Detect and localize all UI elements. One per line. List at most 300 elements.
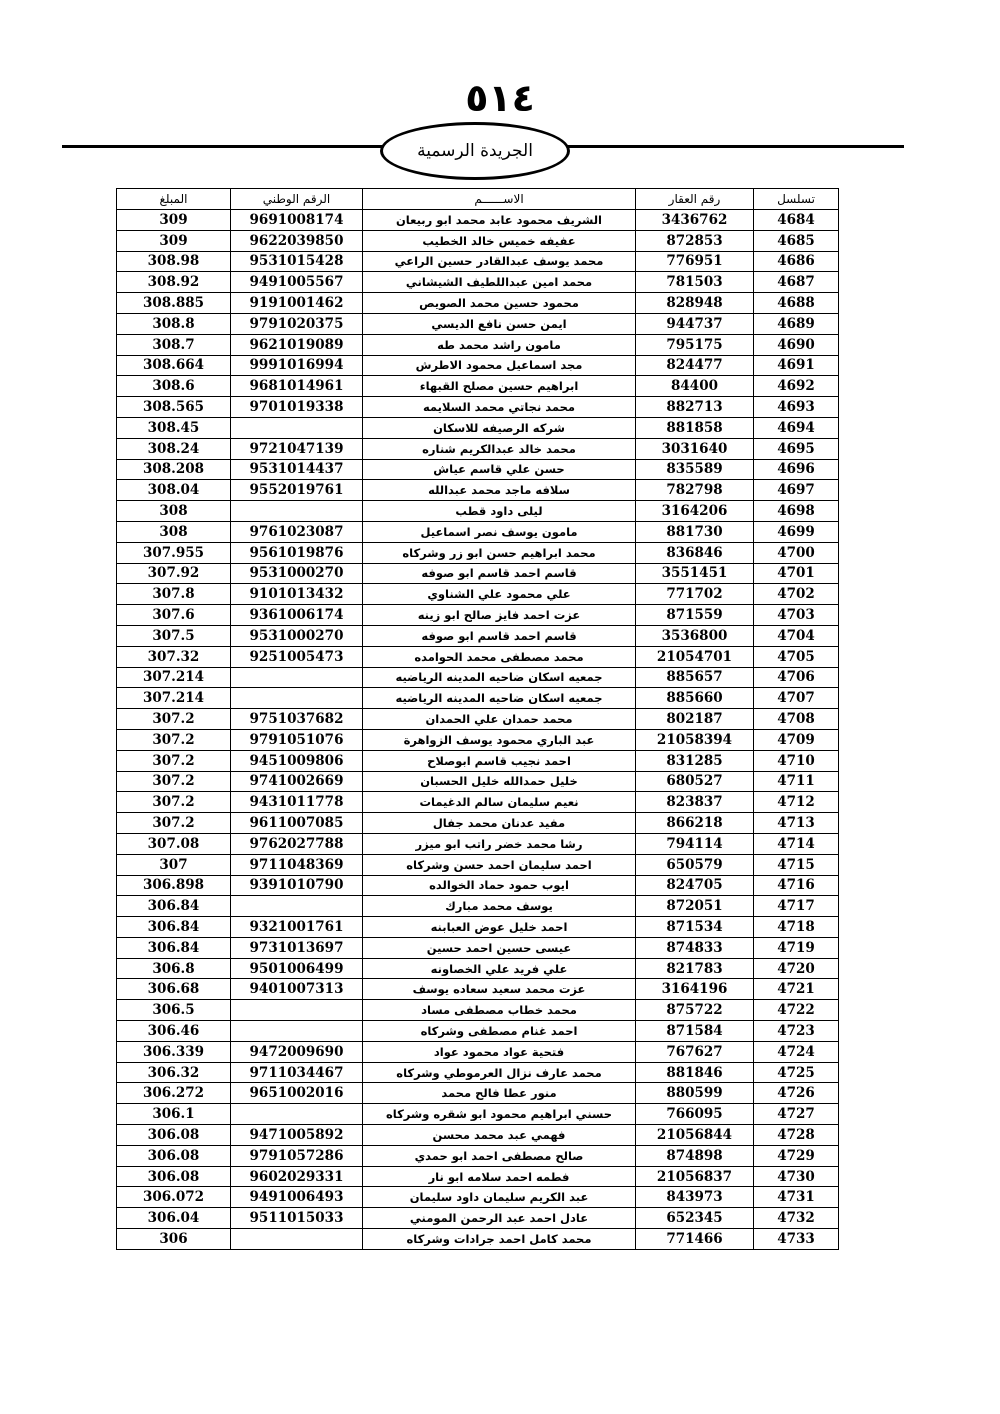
cell-property-no: 3164206 <box>636 501 754 522</box>
table-row <box>117 210 839 231</box>
cell-name: ليلى داود قطب <box>363 501 636 522</box>
cell-national-id: 9711034467 <box>231 1062 363 1083</box>
cell-property-no: 3164196 <box>636 979 754 1000</box>
cell-name: علي محمود علي الشناوي <box>363 584 636 605</box>
cell-property-no: 828948 <box>636 293 754 314</box>
cell-name: رشا محمد خضر راتب ابو ميزر <box>363 833 636 854</box>
header-name: الاســــــم <box>363 189 636 210</box>
table-row <box>117 521 839 542</box>
cell-serial: 4720 <box>754 958 839 979</box>
cell-serial: 4713 <box>754 813 839 834</box>
cell-amount: 306 <box>117 1229 231 1250</box>
cell-name: محمود حسين محمد الصويص <box>363 293 636 314</box>
cell-name: محمد يوسف عبدالقادر حسين الراعي <box>363 251 636 272</box>
cell-name: منور عطا فالح محمد <box>363 1083 636 1104</box>
cell-name: محمد عارف نزال العرموطي وشركاه <box>363 1062 636 1083</box>
cell-serial: 4729 <box>754 1145 839 1166</box>
table-row <box>117 459 839 480</box>
cell-property-no: 881846 <box>636 1062 754 1083</box>
cell-name: محمد كامل احمد جرادات وشركاه <box>363 1229 636 1250</box>
cell-national-id: 9701019338 <box>231 397 363 418</box>
cell-national-id: 9491005567 <box>231 272 363 293</box>
table-row <box>117 1062 839 1083</box>
table-row <box>117 1021 839 1042</box>
table-row <box>117 771 839 792</box>
cell-serial: 4704 <box>754 625 839 646</box>
cell-property-no: 871534 <box>636 917 754 938</box>
cell-property-no: 874898 <box>636 1145 754 1166</box>
cell-serial: 4711 <box>754 771 839 792</box>
cell-amount: 307.2 <box>117 750 231 771</box>
cell-national-id: 9552019761 <box>231 480 363 501</box>
cell-serial: 4700 <box>754 542 839 563</box>
header-serial: تسلسل <box>754 189 839 210</box>
cell-name: نعيم سليمان سالم الدغيمات <box>363 792 636 813</box>
cell-name: مامون راشد محمد طه <box>363 334 636 355</box>
cell-property-no: 885657 <box>636 667 754 688</box>
cell-national-id: 9741002669 <box>231 771 363 792</box>
cell-name: عزت محمد سعيد سعاده يوسف <box>363 979 636 1000</box>
cell-national-id <box>231 1000 363 1021</box>
cell-serial: 4691 <box>754 355 839 376</box>
cell-serial: 4730 <box>754 1166 839 1187</box>
cell-property-no: 821783 <box>636 958 754 979</box>
cell-amount: 308.7 <box>117 334 231 355</box>
cell-amount: 308.45 <box>117 417 231 438</box>
table-row <box>117 854 839 875</box>
cell-amount: 306.32 <box>117 1062 231 1083</box>
cell-property-no: 771702 <box>636 584 754 605</box>
cell-national-id: 9681014961 <box>231 376 363 397</box>
cell-serial: 4722 <box>754 1000 839 1021</box>
cell-national-id <box>231 1229 363 1250</box>
table-row <box>117 334 839 355</box>
cell-name: مامون يوسف نصر اسماعيل <box>363 521 636 542</box>
cell-property-no: 3436762 <box>636 210 754 231</box>
cell-name: الشريف محمود عابد محمد ابو ربيعان <box>363 210 636 231</box>
cell-property-no: 21056844 <box>636 1125 754 1146</box>
header-property-no: رقم العقار <box>636 189 754 210</box>
cell-property-no: 944737 <box>636 313 754 334</box>
cell-national-id: 9501006499 <box>231 958 363 979</box>
cell-amount: 306.339 <box>117 1041 231 1062</box>
cell-amount: 309 <box>117 210 231 231</box>
cell-amount: 309 <box>117 230 231 251</box>
cell-name: محمد حمدان علي الحمدان <box>363 709 636 730</box>
cell-serial: 4701 <box>754 563 839 584</box>
cell-name: صالح مصطفى احمد ابو حمدي <box>363 1145 636 1166</box>
cell-amount: 308.24 <box>117 438 231 459</box>
table-row <box>117 542 839 563</box>
cell-serial: 4692 <box>754 376 839 397</box>
cell-serial: 4719 <box>754 937 839 958</box>
cell-amount: 307.5 <box>117 625 231 646</box>
cell-amount: 308.8 <box>117 313 231 334</box>
table-row <box>117 1125 839 1146</box>
cell-property-no: 871584 <box>636 1021 754 1042</box>
cell-property-no: 767627 <box>636 1041 754 1062</box>
cell-property-no: 652345 <box>636 1208 754 1229</box>
cell-amount: 308 <box>117 521 231 542</box>
cell-amount: 308.6 <box>117 376 231 397</box>
cell-national-id: 9761023087 <box>231 521 363 542</box>
cell-national-id: 9621019089 <box>231 334 363 355</box>
cell-amount: 308.92 <box>117 272 231 293</box>
table-row <box>117 272 839 293</box>
cell-serial: 4728 <box>754 1125 839 1146</box>
table-row <box>117 376 839 397</box>
cell-amount: 308.98 <box>117 251 231 272</box>
cell-national-id: 9622039850 <box>231 230 363 251</box>
cell-amount: 306.8 <box>117 958 231 979</box>
cell-serial: 4731 <box>754 1187 839 1208</box>
table-row <box>117 1145 839 1166</box>
cell-name: حسن علي قاسم عياش <box>363 459 636 480</box>
cell-name: خليل حمدالله خليل الحسبان <box>363 771 636 792</box>
table-row <box>117 501 839 522</box>
cell-property-no: 3031640 <box>636 438 754 459</box>
cell-amount: 307.32 <box>117 646 231 667</box>
cell-national-id: 9651002016 <box>231 1083 363 1104</box>
cell-national-id: 9721047139 <box>231 438 363 459</box>
cell-amount: 307.92 <box>117 563 231 584</box>
table-row <box>117 1229 839 1250</box>
cell-amount: 306.46 <box>117 1021 231 1042</box>
cell-serial: 4725 <box>754 1062 839 1083</box>
table-row <box>117 813 839 834</box>
cell-serial: 4696 <box>754 459 839 480</box>
cell-serial: 4710 <box>754 750 839 771</box>
cell-amount: 306.272 <box>117 1083 231 1104</box>
cell-amount: 306.1 <box>117 1104 231 1125</box>
cell-national-id: 9101013432 <box>231 584 363 605</box>
cell-serial: 4706 <box>754 667 839 688</box>
table-row <box>117 792 839 813</box>
cell-serial: 4693 <box>754 397 839 418</box>
table-row <box>117 397 839 418</box>
cell-name: احمد خليل عوض العبابنه <box>363 917 636 938</box>
cell-name: محمد امين عبداللطيف الشيشاني <box>363 272 636 293</box>
cell-name: فطمه احمد سلامه ابو نار <box>363 1166 636 1187</box>
cell-property-no: 823837 <box>636 792 754 813</box>
publication-title-oval <box>380 122 570 180</box>
cell-name: محمد خالد عبدالكريم شناره <box>363 438 636 459</box>
cell-amount: 306.08 <box>117 1145 231 1166</box>
cell-serial: 4716 <box>754 875 839 896</box>
header-national-id: الرقم الوطني <box>231 189 363 210</box>
cell-property-no: 794114 <box>636 833 754 854</box>
cell-name: محمد خطاب مصطفى مساد <box>363 1000 636 1021</box>
cell-serial: 4714 <box>754 833 839 854</box>
header-amount: المبلغ <box>117 189 231 210</box>
cell-property-no: 781503 <box>636 272 754 293</box>
cell-amount: 307.2 <box>117 792 231 813</box>
table-row <box>117 833 839 854</box>
cell-serial: 4733 <box>754 1229 839 1250</box>
cell-property-no: 802187 <box>636 709 754 730</box>
cell-name: حسني ابراهيم محمود ابو شقره وشركاه <box>363 1104 636 1125</box>
table-row <box>117 750 839 771</box>
table-body <box>117 210 839 1250</box>
cell-national-id: 9791020375 <box>231 313 363 334</box>
cell-property-no: 881858 <box>636 417 754 438</box>
cell-property-no: 84400 <box>636 376 754 397</box>
cell-national-id <box>231 896 363 917</box>
cell-amount: 308.885 <box>117 293 231 314</box>
page-number: ٥١٤ <box>465 76 535 120</box>
cell-property-no: 881730 <box>636 521 754 542</box>
table-row <box>117 1187 839 1208</box>
table-row <box>117 480 839 501</box>
table-row <box>117 709 839 730</box>
cell-property-no: 21056837 <box>636 1166 754 1187</box>
cell-property-no: 831285 <box>636 750 754 771</box>
cell-name: علي فريد علي الخصاونه <box>363 958 636 979</box>
cell-national-id: 9531015428 <box>231 251 363 272</box>
table-row <box>117 1166 839 1187</box>
header-rule-left <box>62 145 384 148</box>
cell-national-id: 9991016994 <box>231 355 363 376</box>
cell-name: جمعيه اسكان ضاحيه المدينه الرياضيه <box>363 667 636 688</box>
cell-serial: 4723 <box>754 1021 839 1042</box>
cell-serial: 4702 <box>754 584 839 605</box>
cell-name: قاسم احمد قاسم ابو صوفه <box>363 625 636 646</box>
table-row <box>117 563 839 584</box>
cell-property-no: 880599 <box>636 1083 754 1104</box>
cell-property-no: 824477 <box>636 355 754 376</box>
cell-national-id <box>231 1104 363 1125</box>
cell-serial: 4697 <box>754 480 839 501</box>
cell-serial: 4685 <box>754 230 839 251</box>
cell-property-no: 824705 <box>636 875 754 896</box>
cell-amount: 308.04 <box>117 480 231 501</box>
cell-national-id: 9431011778 <box>231 792 363 813</box>
cell-amount: 306.5 <box>117 1000 231 1021</box>
cell-property-no: 872051 <box>636 896 754 917</box>
cell-amount: 306.68 <box>117 979 231 1000</box>
cell-property-no: 836846 <box>636 542 754 563</box>
cell-amount: 307.214 <box>117 667 231 688</box>
cell-national-id: 9751037682 <box>231 709 363 730</box>
table-row <box>117 958 839 979</box>
cell-amount: 308 <box>117 501 231 522</box>
cell-property-no: 795175 <box>636 334 754 355</box>
cell-name: قاسم احمد قاسم ابو صوفه <box>363 563 636 584</box>
cell-property-no: 871559 <box>636 605 754 626</box>
cell-serial: 4712 <box>754 792 839 813</box>
cell-national-id: 9611007085 <box>231 813 363 834</box>
cell-serial: 4698 <box>754 501 839 522</box>
cell-amount: 306.84 <box>117 937 231 958</box>
cell-national-id: 9471005892 <box>231 1125 363 1146</box>
cell-national-id: 9531000270 <box>231 625 363 646</box>
table-row <box>117 293 839 314</box>
cell-amount: 306.08 <box>117 1125 231 1146</box>
table-row <box>117 438 839 459</box>
cell-property-no: 885660 <box>636 688 754 709</box>
cell-national-id: 9361006174 <box>231 605 363 626</box>
cell-name: عادل احمد عبد الرحمن المومني <box>363 1208 636 1229</box>
cell-amount: 307.214 <box>117 688 231 709</box>
cell-serial: 4690 <box>754 334 839 355</box>
cell-national-id <box>231 688 363 709</box>
cell-property-no: 776951 <box>636 251 754 272</box>
cell-property-no: 843973 <box>636 1187 754 1208</box>
cell-name: عبد الكريم سليمان داود سليمان <box>363 1187 636 1208</box>
cell-national-id: 9191001462 <box>231 293 363 314</box>
cell-name: محمد مصطفى محمد الحوامده <box>363 646 636 667</box>
cell-property-no: 3551451 <box>636 563 754 584</box>
cell-national-id: 9531014437 <box>231 459 363 480</box>
table-row <box>117 230 839 251</box>
cell-name: مجد اسماعيل محمود الاطرش <box>363 355 636 376</box>
table-row <box>117 875 839 896</box>
cell-national-id: 9561019876 <box>231 542 363 563</box>
table-row <box>117 584 839 605</box>
cell-national-id: 9791051076 <box>231 729 363 750</box>
table-row <box>117 1041 839 1062</box>
cell-name: احمد نجيب قاسم ابوصلاح <box>363 750 636 771</box>
table-row <box>117 937 839 958</box>
cell-property-no: 872853 <box>636 230 754 251</box>
publication-title: الجريدة الرسمية <box>417 141 533 161</box>
cell-amount: 307.6 <box>117 605 231 626</box>
cell-property-no: 650579 <box>636 854 754 875</box>
cell-national-id: 9602029331 <box>231 1166 363 1187</box>
cell-amount: 307.8 <box>117 584 231 605</box>
cell-name: عبد الباري محمود يوسف الزواهرة <box>363 729 636 750</box>
cell-amount: 306.08 <box>117 1166 231 1187</box>
table-row <box>117 355 839 376</box>
cell-national-id: 9731013697 <box>231 937 363 958</box>
cell-amount: 306.84 <box>117 917 231 938</box>
cell-property-no: 21054701 <box>636 646 754 667</box>
cell-name: سلافه ماجد محمد عبدالله <box>363 480 636 501</box>
cell-serial: 4707 <box>754 688 839 709</box>
cell-national-id <box>231 417 363 438</box>
cell-name: ابراهيم حسين مصلح القبهاء <box>363 376 636 397</box>
cell-property-no: 766095 <box>636 1104 754 1125</box>
cell-serial: 4695 <box>754 438 839 459</box>
cell-serial: 4715 <box>754 854 839 875</box>
cell-national-id: 9451009806 <box>231 750 363 771</box>
cell-serial: 4721 <box>754 979 839 1000</box>
cell-property-no: 875722 <box>636 1000 754 1021</box>
cell-property-no: 680527 <box>636 771 754 792</box>
cell-property-no: 3536800 <box>636 625 754 646</box>
cell-serial: 4732 <box>754 1208 839 1229</box>
cell-amount: 308.208 <box>117 459 231 480</box>
cell-serial: 4699 <box>754 521 839 542</box>
cell-name: احمد سليمان احمد حسن وشركاه <box>363 854 636 875</box>
cell-name: محمد نجاتي محمد السلايمه <box>363 397 636 418</box>
cell-name: جمعيه اسكان ضاحيه المدينه الرياضيه <box>363 688 636 709</box>
cell-serial: 4717 <box>754 896 839 917</box>
cell-national-id: 9691008174 <box>231 210 363 231</box>
cell-property-no: 771466 <box>636 1229 754 1250</box>
cell-amount: 307.955 <box>117 542 231 563</box>
cell-serial: 4694 <box>754 417 839 438</box>
cell-serial: 4686 <box>754 251 839 272</box>
cell-serial: 4687 <box>754 272 839 293</box>
table-row <box>117 688 839 709</box>
cell-amount: 307.2 <box>117 729 231 750</box>
cell-name: عزت احمد فايز صالح ابو زينه <box>363 605 636 626</box>
cell-name: محمد ابراهيم حسن ابو زر وشركاه <box>363 542 636 563</box>
cell-serial: 4708 <box>754 709 839 730</box>
cell-amount: 306.898 <box>117 875 231 896</box>
cell-national-id: 9321001761 <box>231 917 363 938</box>
table-row <box>117 625 839 646</box>
cell-serial: 4689 <box>754 313 839 334</box>
cell-serial: 4709 <box>754 729 839 750</box>
cell-national-id: 9531000270 <box>231 563 363 584</box>
cell-name: يوسف محمد مبارك <box>363 896 636 917</box>
cell-serial: 4703 <box>754 605 839 626</box>
cell-national-id: 9711048369 <box>231 854 363 875</box>
cell-national-id <box>231 501 363 522</box>
cell-amount: 307 <box>117 854 231 875</box>
cell-amount: 306.84 <box>117 896 231 917</box>
cell-national-id: 9251005473 <box>231 646 363 667</box>
cell-property-no: 782798 <box>636 480 754 501</box>
table-row <box>117 1000 839 1021</box>
cell-amount: 307.2 <box>117 771 231 792</box>
cell-name: فتحية عواد محمود عواد <box>363 1041 636 1062</box>
table-row <box>117 251 839 272</box>
cell-serial: 4726 <box>754 1083 839 1104</box>
table-row <box>117 646 839 667</box>
cell-national-id: 9762027788 <box>231 833 363 854</box>
cell-name: ايوب حمود حماد الخوالده <box>363 875 636 896</box>
cell-national-id: 9791057286 <box>231 1145 363 1166</box>
table-row <box>117 1208 839 1229</box>
table-row <box>117 667 839 688</box>
cell-property-no: 835589 <box>636 459 754 480</box>
table-row <box>117 605 839 626</box>
cell-name: شركه الرصيفه للاسكان <box>363 417 636 438</box>
cell-serial: 4688 <box>754 293 839 314</box>
table-row <box>117 417 839 438</box>
cell-amount: 308.565 <box>117 397 231 418</box>
header-rule-right <box>567 145 904 148</box>
cell-national-id: 9391010790 <box>231 875 363 896</box>
cell-amount: 306.04 <box>117 1208 231 1229</box>
table-row <box>117 979 839 1000</box>
cell-property-no: 866218 <box>636 813 754 834</box>
cell-name: مفيد عدنان محمد جفال <box>363 813 636 834</box>
cell-name: ايمن حسن نافع الديسي <box>363 313 636 334</box>
table-row <box>117 1083 839 1104</box>
cell-name: فهمي عبد محمد محسن <box>363 1125 636 1146</box>
cell-property-no: 21058394 <box>636 729 754 750</box>
cell-national-id: 9472009690 <box>231 1041 363 1062</box>
table-row <box>117 917 839 938</box>
cell-property-no: 874833 <box>636 937 754 958</box>
cell-name: عفيفه خميس خالد الخطيب <box>363 230 636 251</box>
cell-national-id <box>231 1021 363 1042</box>
cell-amount: 307.08 <box>117 833 231 854</box>
cell-national-id: 9401007313 <box>231 979 363 1000</box>
compensation-table <box>116 188 839 1250</box>
cell-national-id: 9491006493 <box>231 1187 363 1208</box>
cell-national-id <box>231 667 363 688</box>
cell-serial: 4718 <box>754 917 839 938</box>
table-row <box>117 313 839 334</box>
table-row <box>117 896 839 917</box>
cell-amount: 306.072 <box>117 1187 231 1208</box>
cell-national-id: 9511015033 <box>231 1208 363 1229</box>
